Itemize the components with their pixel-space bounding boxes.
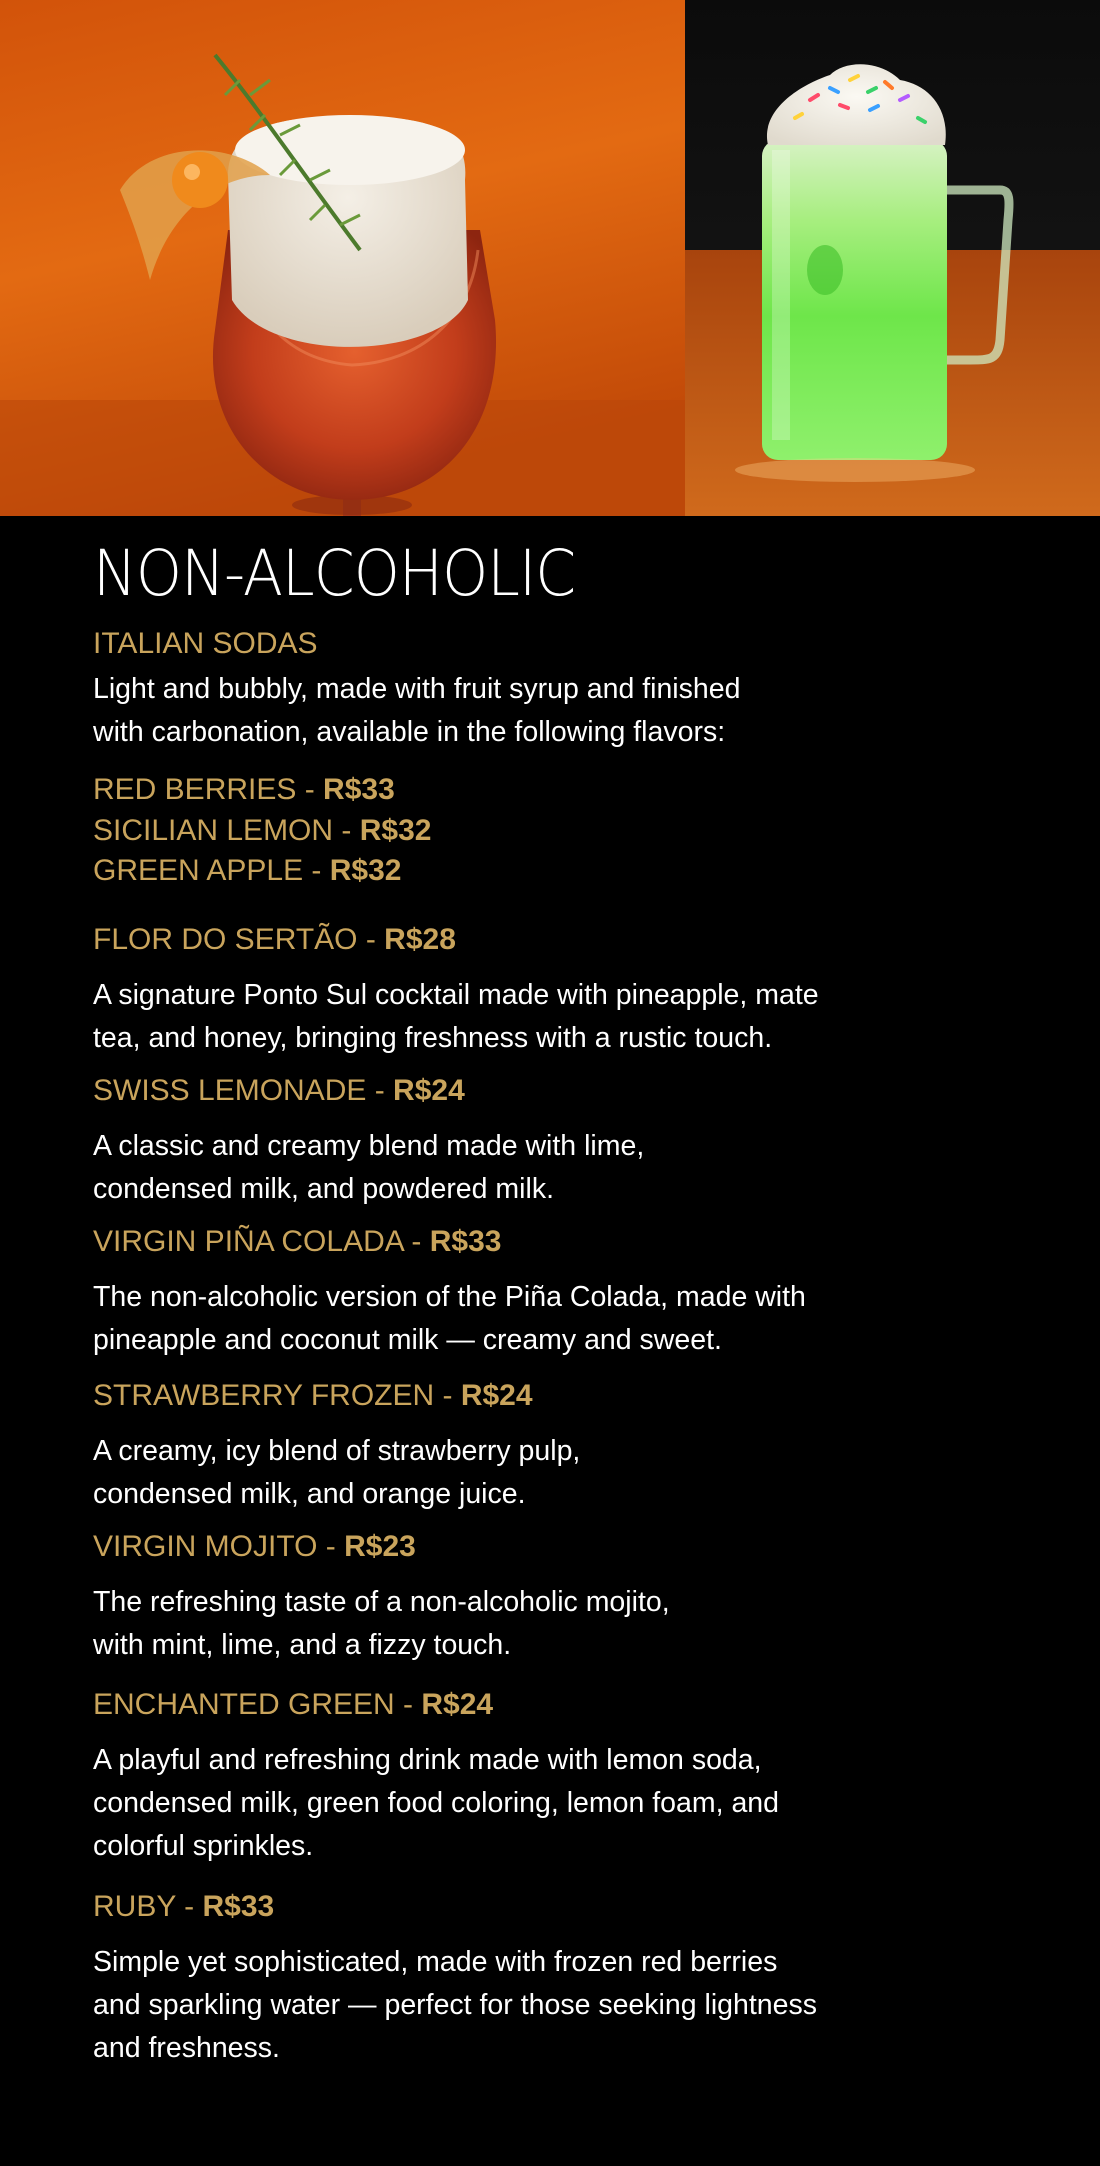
menu-item-title: STRAWBERRY FROZEN - R$24 xyxy=(93,1379,533,1412)
hero-photos xyxy=(0,0,1100,516)
flavor-item: RED BERRIES - R$33 xyxy=(93,773,395,806)
menu-item-description: The refreshing taste of a non-alcoholic mojito, with mint, lime, and a fizzy touch. xyxy=(93,1586,670,1661)
menu-item-description: Simple yet sophisticated, made with frozen red berries and sparkling water — perfect for those seeking lightness and freshness. xyxy=(93,1946,817,2064)
flavor-list xyxy=(93,770,431,892)
menu-item-title: VIRGIN PIÑA COLADA - R$33 xyxy=(93,1225,502,1258)
menu-item-title: FLOR DO SERTÃO - R$28 xyxy=(93,923,456,956)
menu-item-description: A playful and refreshing drink made with lemon soda, condensed milk, green food coloring, lemon foam, and colorful sprinkles. xyxy=(93,1744,779,1862)
flavor-item: GREEN APPLE - R$32 xyxy=(93,854,402,887)
menu-item-description: The non-alcoholic version of the Piña Colada, made with pineapple and coconut milk — creamy and sweet. xyxy=(93,1281,806,1356)
menu-item-description: A signature Ponto Sul cocktail made with pineapple, mate tea, and honey, bringing freshness with a rustic touch. xyxy=(93,979,819,1054)
cocktail-photo xyxy=(0,0,685,516)
menu-content xyxy=(0,516,1100,2166)
menu-item-title: RUBY - R$33 xyxy=(93,1890,275,1923)
menu-item-description: A creamy, icy blend of strawberry pulp, condensed milk, and orange juice. xyxy=(93,1435,581,1510)
italian-sodas-title: ITALIAN SODAS xyxy=(93,627,318,660)
menu-item-title: VIRGIN MOJITO - R$23 xyxy=(93,1530,416,1563)
menu-item-title: ENCHANTED GREEN - R$24 xyxy=(93,1688,494,1721)
italian-sodas-description: Light and bubbly, made with fruit syrup and finished with carbonation, available in the following flavors: xyxy=(93,673,741,748)
menu-item-title: SWISS LEMONADE - R$24 xyxy=(93,1074,465,1107)
flavor-item: SICILIAN LEMON - R$32 xyxy=(93,813,432,847)
green-drink-photo xyxy=(685,0,1100,516)
menu-item-description: A classic and creamy blend made with lime, condensed milk, and powdered milk. xyxy=(93,1130,645,1205)
section-title: NON-ALCOHOLIC xyxy=(93,537,576,610)
